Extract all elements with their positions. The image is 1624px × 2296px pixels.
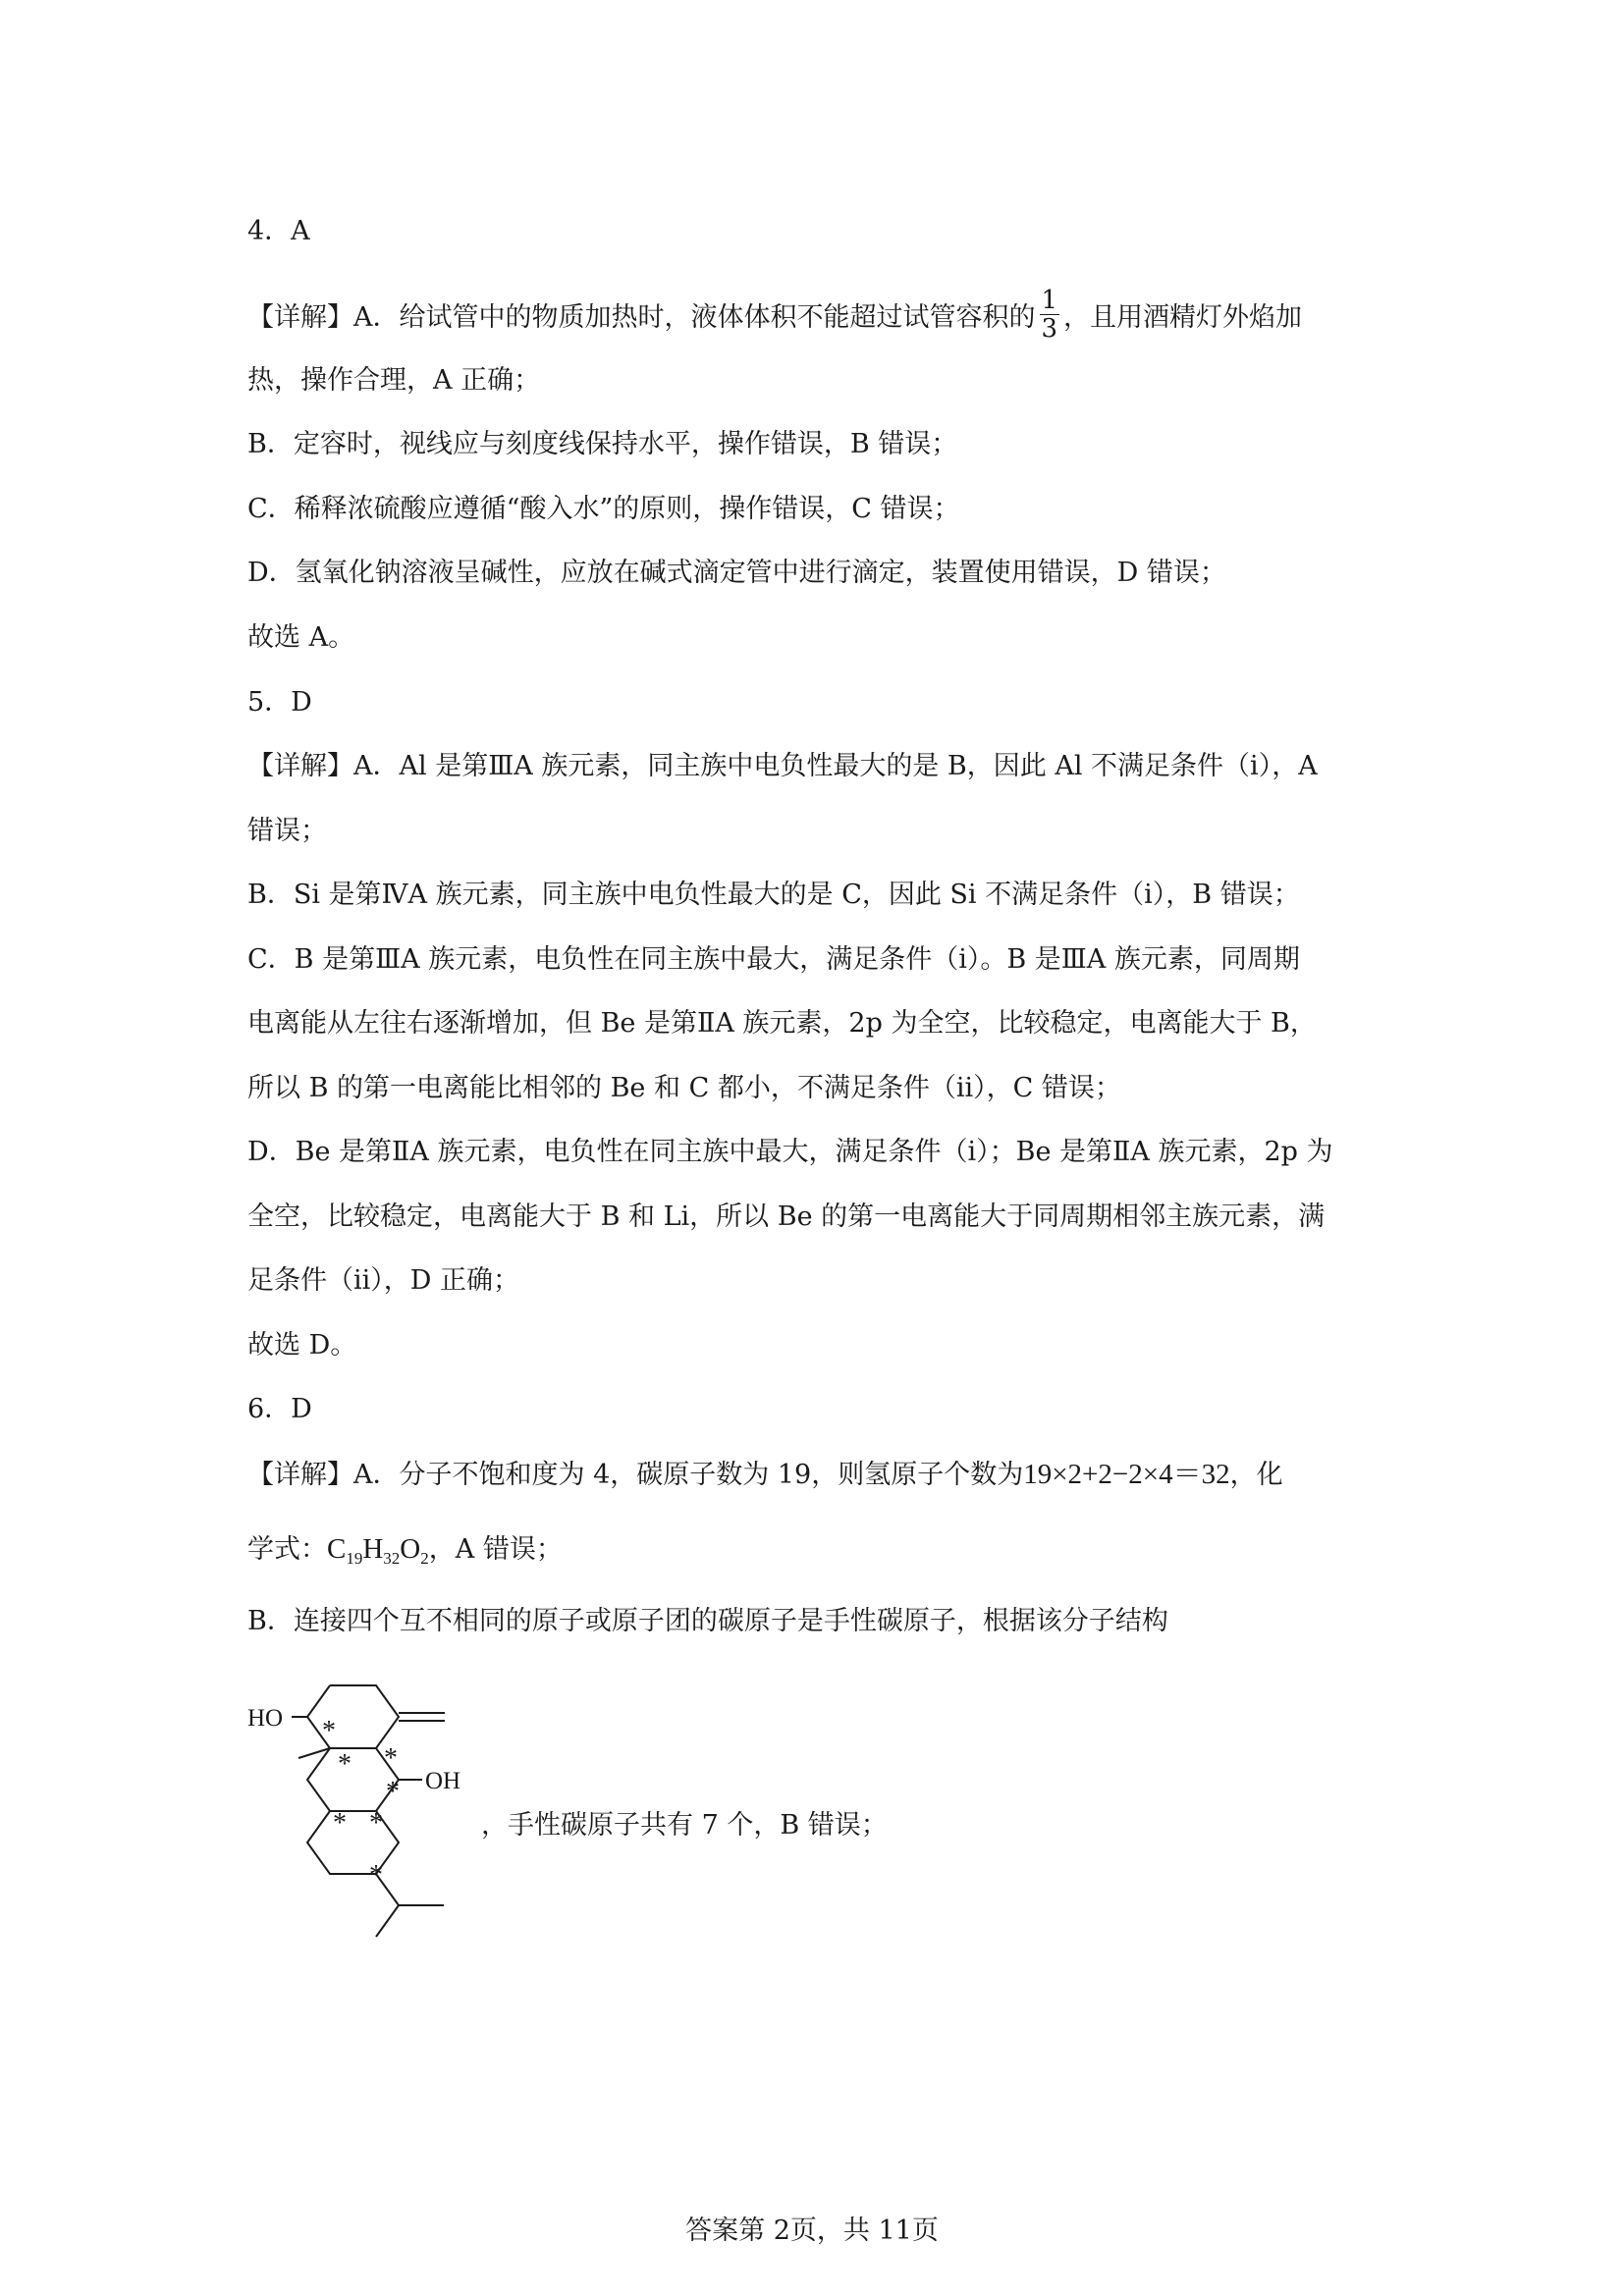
q5-line10: 故选 D。 xyxy=(247,1330,357,1361)
fraction-numerator: 1 xyxy=(1041,286,1058,315)
q4-line6: 故选 A。 xyxy=(247,622,355,653)
q4-line2: 热，操作合理，A 正确； xyxy=(247,365,541,396)
ring-a xyxy=(307,1685,399,1748)
q4-line4: C．稀释浓硫酸应遵循“酸入水”的原则，操作错误，C 错误； xyxy=(247,494,960,524)
chiral-star: * xyxy=(384,1743,398,1774)
q6-after-structure: ，手性碳原子共有 7 个，B 错误； xyxy=(481,1810,888,1841)
q6-line2-prefix: 学式： xyxy=(247,1534,327,1565)
q5-line2: 错误； xyxy=(247,816,327,846)
molecular-formula xyxy=(327,1533,429,1568)
q5-line9: 足条件（ii），D 正确； xyxy=(247,1265,520,1296)
q4-line5: D．氢氧化钠溶液呈碱性，应放在碱式滴定管中进行滴定，装置使用错误，D 错误； xyxy=(247,558,1226,588)
q6-line3: B．连接四个互不相同的原子或原子团的碳原子是手性碳原子，根据该分子结构 xyxy=(247,1606,1168,1636)
q6-line1-text: 【详解】A．分子不饱和度为 4，碳原子数为 19，则氢原子个数为 xyxy=(247,1460,1024,1490)
q6-line1-tail: ，化 xyxy=(1229,1460,1283,1490)
q5-line4: C．B 是第ⅢA 族元素，电负性在同主族中最大，满足条件（i）。B 是ⅢA 族元素，同周期 xyxy=(247,944,1300,975)
formula-c-count: 19 xyxy=(346,1549,363,1568)
q6-line1 xyxy=(247,1457,1283,1493)
chiral-star: * xyxy=(369,1808,383,1839)
q5-line3: B．Si 是第ⅣA 族元素，同主族中电负性最大的是 C，因此 Si 不满足条件（i），B 错误； xyxy=(247,880,1300,910)
q6-line2-tail: ，A 错误； xyxy=(428,1534,563,1565)
chiral-star: * xyxy=(333,1808,347,1839)
q4-detail-text: 【详解】A．给试管中的物质加热时，液体体积不能超过试管容积的 xyxy=(247,302,1036,333)
q5-line5: 电离能从左往右逐渐增加，但 Be 是第ⅡA 族元素，2p 为全空，比较稳定，电离能大于 B， xyxy=(247,1008,1317,1039)
q5-line1: 【详解】A．Al 是第ⅢA 族元素，同主族中电负性最大的是 B，因此 Al 不满足条件（i），A xyxy=(247,751,1318,781)
hydrogen-count-formula: 19×2+2−2×4＝32 xyxy=(1023,1459,1230,1490)
q6-heading: 6．D xyxy=(247,1394,312,1424)
chiral-star: * xyxy=(369,1860,383,1891)
chiral-star: * xyxy=(322,1716,336,1746)
molecule-structure-diagram xyxy=(236,1659,491,1983)
page-footer: 答案第 2页，共 11页 xyxy=(685,2216,939,2246)
fraction-denominator: 3 xyxy=(1041,314,1058,344)
q5-heading: 5．D xyxy=(247,687,312,718)
q4-detail-text-tail: ，且用酒精灯外焰加 xyxy=(1063,302,1303,333)
formula-o: O xyxy=(400,1533,421,1565)
chiral-star: * xyxy=(386,1777,400,1807)
isopropyl-branch-2 xyxy=(376,1905,399,1937)
q5-line6: 所以 B 的第一电离能比相邻的 Be 和 C 都小，不满足条件（ii），C 错误； xyxy=(247,1073,1121,1103)
q4-line3: B．定容时，视线应与刻度线保持水平，操作错误，B 错误； xyxy=(247,429,958,459)
oh-label: OH xyxy=(425,1768,461,1794)
formula-h-count: 32 xyxy=(383,1549,401,1568)
q5-line8: 全空，比较稳定，电离能大于 B 和 Li，所以 Be 的第一电离能大于同周期相邻主族元素，满 xyxy=(247,1201,1326,1232)
ho-label: HO xyxy=(247,1705,284,1732)
structure-bonds xyxy=(292,1685,445,1937)
chiral-star: * xyxy=(338,1749,352,1780)
q5-line7: D．Be 是第ⅡA 族元素，电负性在同主族中最大，满足条件（i）；Be 是第ⅡA 族元素，2p 为 xyxy=(247,1137,1333,1167)
q4-detail-line1 xyxy=(247,286,1303,347)
ring-c xyxy=(307,1811,399,1874)
formula-h: H xyxy=(362,1533,384,1565)
fraction-one-third xyxy=(1040,287,1060,343)
formula-o-count: 2 xyxy=(420,1549,429,1568)
q6-line2 xyxy=(247,1531,563,1568)
q4-heading: 4．A xyxy=(247,216,310,246)
formula-c: C xyxy=(327,1533,347,1565)
